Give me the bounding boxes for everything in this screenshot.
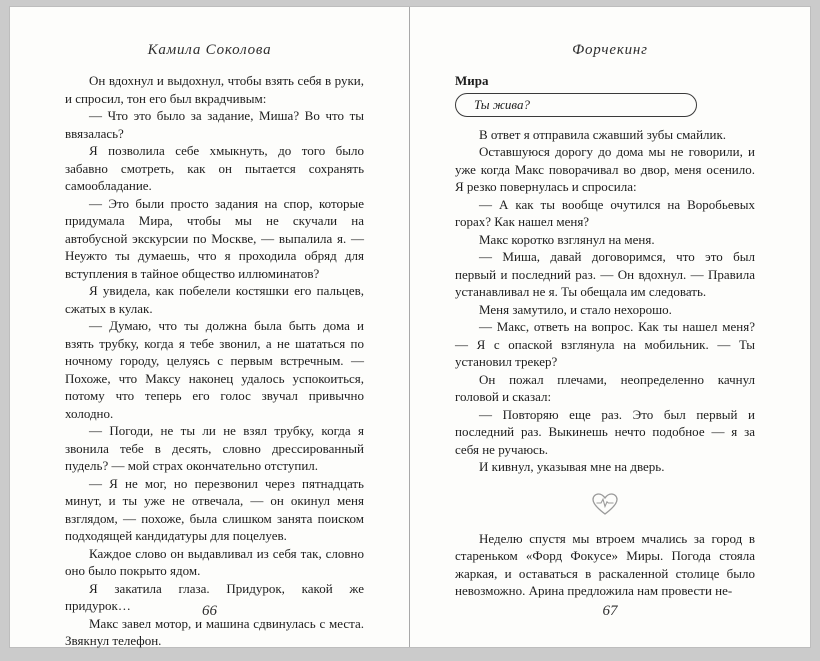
paragraph: И кивнул, указывая мне на дверь.	[479, 459, 665, 474]
page-number-left: 66	[202, 603, 217, 619]
paragraph: — Погоди, не ты ли не взял трубку, когда я звонила тебе в десять, словно дрессированный пудель? — мой страх окончательно отступил.	[65, 423, 364, 473]
page-spread	[9, 6, 811, 648]
paragraph: Меня замутило, и стало нехорошо.	[479, 301, 672, 317]
paragraph: — Макс, ответь на вопрос. Как ты нашел меня? — Я с опаской взглянула на мобильник. — Ты установил трекер?	[455, 319, 755, 369]
left-page-text	[65, 72, 364, 650]
message-text: Ты жива?	[474, 96, 530, 112]
paragraph: Я позволила себе хмыкнуть, до того было забавно смотреть, как он пытается сохранять самообладание.	[65, 143, 364, 193]
page-number-right: 67	[602, 603, 618, 619]
paragraph: Он вдохнул и выдохнул, чтобы взять себя в руки, и спросил, тон его был вкрадчивым:	[65, 73, 364, 106]
paragraph: — Я не мог, но перезвонил через пятнадцать минут, и ты уже не отвечала, — он окинул меня взглядом, — похоже, была слишком занята поиском подходящей кандидатуры для поцелуев.	[65, 475, 364, 543]
paragraph: Он пожал плечами, неопределенно качнул головой и сказал:	[455, 371, 755, 404]
right-page-paragraphs	[455, 126, 755, 476]
paragraph: — Повторяю еще раз. Это был первый и последний раз. Выкинешь нечто подобное — я за себя не ручаюсь.	[455, 406, 755, 457]
paragraph: Я увидела, как побелели костяшки его пальцев, сжатых в кулак.	[65, 283, 364, 316]
message-bubble	[455, 93, 697, 117]
paragraph: Неделю спустя мы втроем мчались за город в стареньком «Форд Фокусе» Миры. Погода стояла жаркая, и оставаться в раскаленной столице было невозможно. Арина предложила нам провести не-	[455, 530, 755, 598]
paragraph: Макс коротко взглянул на меня.	[479, 231, 655, 247]
paragraph: Макс завел мотор, и машина сдвинулась с места. Звякнул телефон.	[65, 615, 364, 648]
paragraph: — Это были просто задания на спор, которые придумала Мира, чтобы мы не скучали на автобусной экскурсии по Москве, — выпалила я. — Неужто ты думаешь, что я проходила обряд для вступления в тайное общество иллюминатов?	[65, 195, 364, 281]
paragraph: В ответ я отправила сжавший зубы смайлик.	[479, 126, 727, 142]
paragraph: — Думаю, что ты должна была быть дома и взять трубку, когда я тебе звонил, а не шататься по ночному городу, целуясь с первым встречным. — Похоже, что Максу наконец удалось успокоиться, потому что теперь его голос звучал привычно холодно.	[65, 318, 364, 421]
right-page-text	[455, 72, 755, 600]
page-left	[10, 7, 410, 647]
paragraph: Я закатила глаза. Придурок, какой же придурок…	[65, 580, 364, 613]
message-sender: Мира	[455, 73, 489, 88]
running-head-author: Камила Соколова	[147, 42, 272, 58]
paragraph: — Миша, давай договоримся, что это был первый и последний раз. — Он вдохнул. — Правила устанавливал не я. Ты обещала им следовать.	[455, 249, 755, 299]
right-page-paragraphs-after-break	[455, 530, 755, 600]
page-right	[410, 7, 810, 647]
paragraph: Каждое слово он выдавливал из себя так, словно оно было покрыто ядом.	[65, 545, 364, 578]
running-head-title: Форчекинг	[572, 42, 648, 58]
paragraph: — Что это было за задание, Миша? Во что ты ввязалась?	[65, 108, 364, 141]
heart-pulse-icon	[592, 495, 618, 510]
paragraph: Оставшуюся дорогу до дома мы не говорили, и уже когда Макс поворачивал во двор, меня осенило. Я резко повернулась и спросила:	[455, 144, 755, 194]
section-break	[455, 493, 755, 517]
paragraph: — А как ты вообще очутился на Воробьевых горах? Как нашел меня?	[455, 196, 755, 229]
